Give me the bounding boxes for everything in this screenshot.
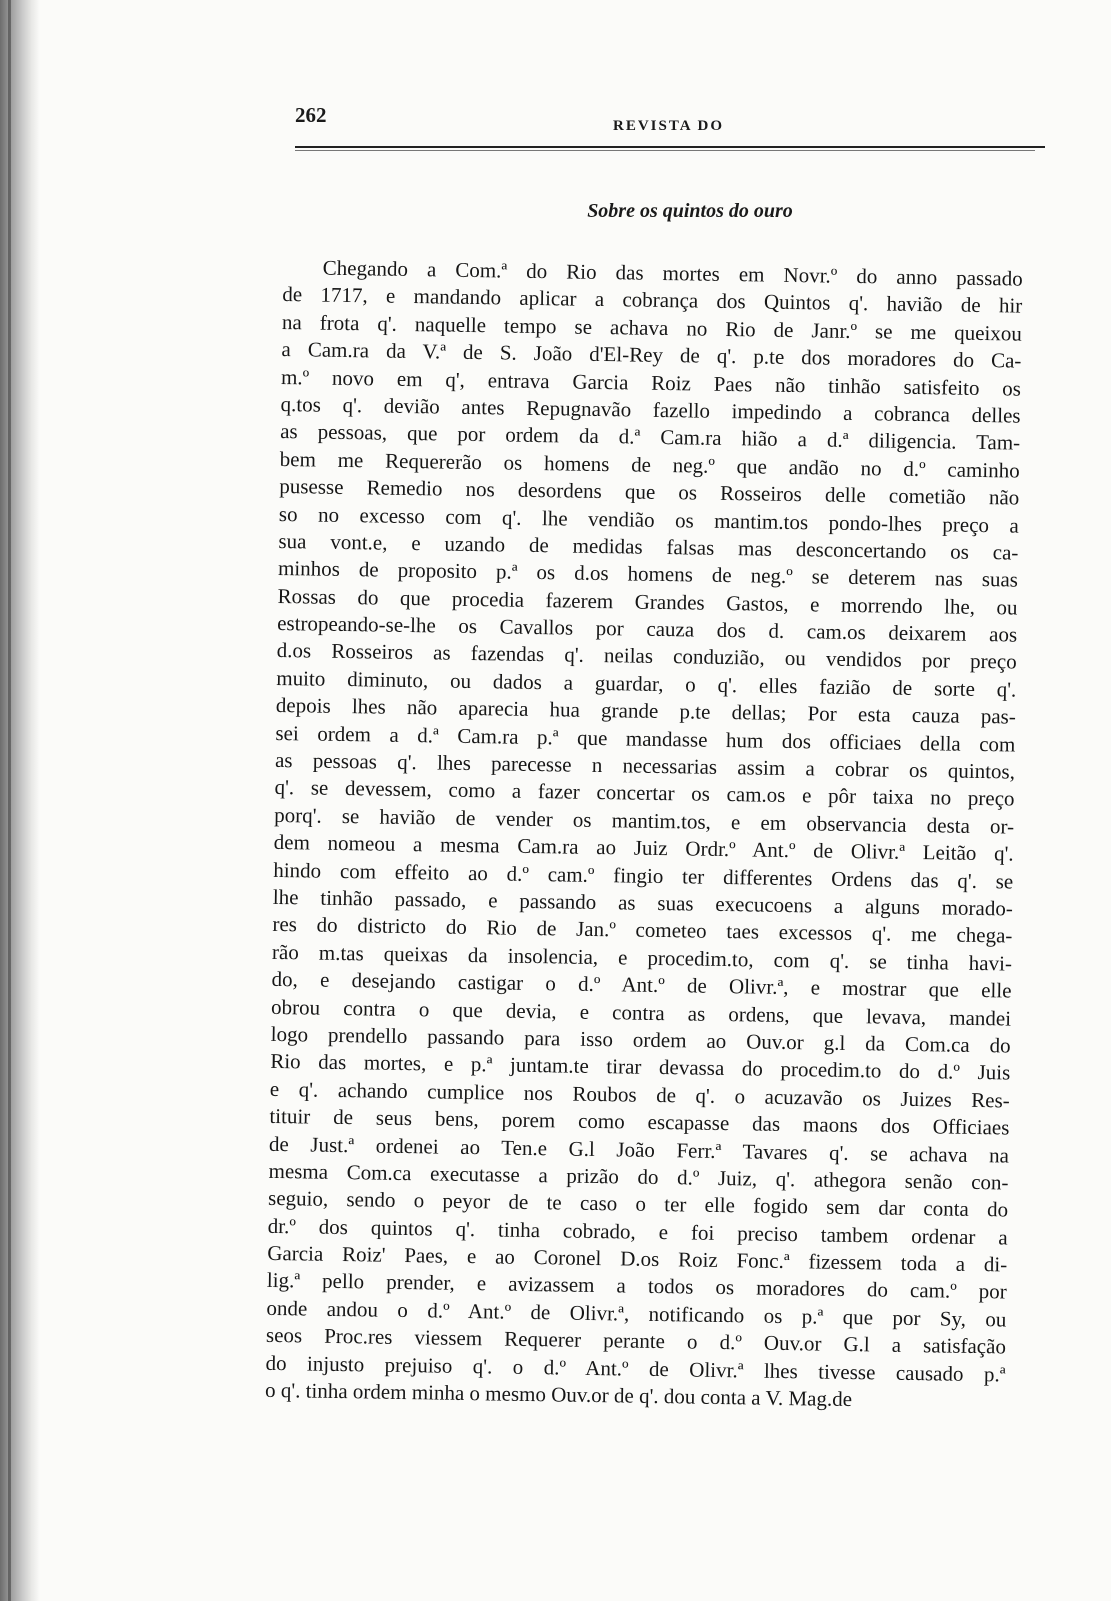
text-line: Chegando a Com.ª do Rio das mortes em Novr.º do anno passado bbox=[322, 255, 1023, 291]
text-line: d.os Rosseiros as fazendas q'. neilas conduzião, ou vendidos por preço bbox=[276, 638, 1017, 675]
text-line: obrou contra o que devia, e contra as ordens, que levava, mandei bbox=[270, 994, 1012, 1031]
text-line: sua vont.e, e uzando de medidas falsas mas desconcertando os ca- bbox=[278, 528, 1019, 565]
text-line: seguio, sendo o peyor de te caso o ter elle fogido sem dar conta do bbox=[267, 1186, 1009, 1222]
text-line: lig.ª pello prender, e avizassem a todos os moradores do cam.º por bbox=[266, 1268, 1007, 1304]
text-line: q.tos q'. devião antes Repugnavão fazello impedindo a cobranca delles bbox=[280, 391, 1021, 428]
text-line: Rossas do que procedia fazerem Grandes Gastos, e morrendo lhe, ou bbox=[277, 583, 1018, 620]
text-line: so no excesso com q'. lhe vendião os mantim.tos pondo-lhes preço a bbox=[278, 501, 1020, 538]
text-line: o q'. tinha ordem minha o mesmo Ouv.or de q'. dou conta a V. Mag.de bbox=[264, 1377, 853, 1412]
text-line: hindo com effeito ao d.º cam.º fingio ter differentes Ordens das q'. se bbox=[273, 857, 1014, 894]
text-line: dem nomeou a mesma Cam.ra ao Juiz Ordr.º Ant.º de Olivr.ª Leitão q'. bbox=[273, 830, 1014, 866]
running-head: REVISTA DO bbox=[613, 118, 724, 134]
text-line: tituir de seus bens, porem como escapasse das maons dos Officiaes bbox=[269, 1104, 1010, 1140]
text-line: Rio das mortes, e p.ª juntam.te tirar devassa do procedim.to do d.º Juis bbox=[270, 1049, 1011, 1085]
text-line: do injusto prejuiso q'. o d.º Ant.º de Olivr.ª lhes tivesse causado p.ª bbox=[265, 1350, 1006, 1387]
text-line: muito diminuto, ou dados a guardar, o q'. elles fazião de sorte q'. bbox=[276, 665, 1017, 702]
text-line: logo prendello passando para isso ordem ao Ouv.or g.l da Com.ca do bbox=[270, 1021, 1011, 1058]
text-line: lhe tinhão passado, e passando as suas execucoens a alguns morado- bbox=[272, 884, 1013, 921]
header-rule bbox=[295, 146, 1045, 148]
text-line: depois lhes não aparecia hua grande p.te dellas; Por esta cauza pas- bbox=[275, 693, 1017, 729]
text-line: a Cam.ra da V.ª de S. João d'El-Rey de q'. p.te dos moradores do Ca- bbox=[281, 337, 1022, 373]
text-line: seos Proc.res viessem Requerer perante o d.º Ouv.or G.l a satisfação bbox=[265, 1323, 1007, 1359]
text-line: na frota q'. naquelle tempo se achava no Rio de Janr.º se me queixou bbox=[281, 309, 1023, 346]
text-line: dr.º dos quintos q'. tinha cobrado, e foi preciso tambem ordenar a bbox=[267, 1213, 1008, 1250]
text-line: res do districto do Rio de Jan.º cometeo taes excessos q'. me chega- bbox=[272, 912, 1013, 948]
text-line: sei ordem a d.ª Cam.ra p.ª que mandasse hum dos officiaes della com bbox=[275, 720, 1016, 757]
text-line: as pessoas, que por ordem da d.ª Cam.ra hião a d.ª diligencia. Tam- bbox=[280, 419, 1021, 455]
book-gutter-edge bbox=[8, 0, 11, 1601]
book-binding-shadow bbox=[0, 0, 40, 1601]
text-line: minhos de proposito p.ª os d.os homens de neg.º se deterem nas suas bbox=[277, 556, 1019, 592]
text-line: porq'. se havião de vender os mantim.tos, e em observancia desta or- bbox=[274, 802, 1015, 839]
text-line: do, e desejando castigar o d.º Ant.º de Olivr.ª, e mostrar que elle bbox=[271, 967, 1012, 1003]
text-line: Garcia Roiz' Paes, e ao Coronel D.os Roiz Fonc.ª fizessem toda a di- bbox=[267, 1240, 1008, 1277]
text-line: as pessoas q'. lhes parecesse n necessarias assim a cobrar os quintos, bbox=[274, 747, 1016, 784]
text-line: m.º novo em q', entrava Garcia Roiz Paes não tinhão satisfeito os bbox=[280, 364, 1022, 401]
page-header bbox=[295, 103, 1045, 143]
text-line: pusesse Remedio nos desordens que os Rosseiros delle cometião não bbox=[279, 474, 1020, 510]
body-text bbox=[265, 254, 1023, 1416]
text-line: onde andou o d.º Ant.º de Olivr.ª, notificando os p.ª que por Sy, ou bbox=[266, 1295, 1007, 1332]
page-number: 262 bbox=[295, 103, 327, 127]
text-line: de 1717, e mandando aplicar a cobrança dos Quintos q'. havião de hir bbox=[282, 282, 1023, 319]
text-line: e q'. achando cumplice nos Roubos de q'. o acuzavão os Juizes Res- bbox=[269, 1076, 1010, 1113]
text-line: bem me Requererão os homens de neg.º que andão no d.º caminho bbox=[279, 446, 1020, 483]
text-line: estropeando-se-lhe os Cavallos por cauza dos d. cam.os deixarem aos bbox=[277, 611, 1018, 647]
text-line: q'. se devessem, como a fazer concertar os cam.os e pôr taixa no preço bbox=[274, 775, 1015, 811]
header-rule-secondary bbox=[295, 150, 1035, 151]
text-line: rão m.tas queixas da insolencia, e procedim.to, com q'. se tinha havi- bbox=[271, 939, 1013, 976]
section-title: Sobre os quintos do ouro bbox=[587, 200, 793, 222]
text-line: de Just.ª ordenei ao Ten.e G.l João Ferr.ª Tavares q'. se achava na bbox=[268, 1131, 1010, 1168]
text-line: mesma Com.ca executasse a prizão do d.º Juiz, q'. athegora senão con- bbox=[268, 1158, 1009, 1195]
